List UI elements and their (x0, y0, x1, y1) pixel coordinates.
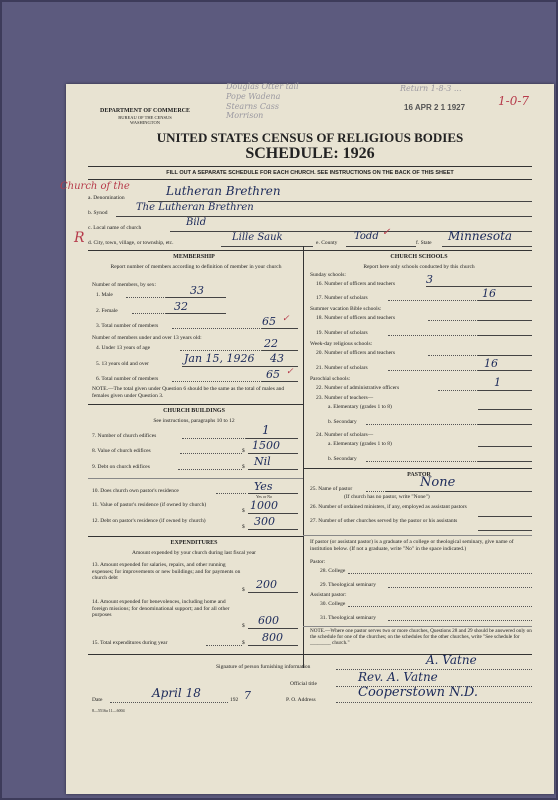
pencil-return-note: Return 1-8-3 ... (400, 84, 462, 93)
city-value: Lille Sauk (232, 232, 283, 243)
q31-label: 31. Theological seminary (320, 615, 376, 621)
q3-value: 65 (262, 315, 276, 328)
q13-value: 200 (256, 578, 277, 591)
q18-line (478, 320, 532, 321)
city-line (221, 246, 313, 247)
q23b-leader (366, 424, 478, 425)
signature-value: A. Vatne (426, 653, 477, 667)
pastor-mid-rule (303, 535, 532, 536)
q8-dollar: $ (242, 448, 245, 454)
q9-dollar: $ (242, 464, 245, 470)
buildings-bottom-rule (88, 536, 303, 537)
q1-label: 1. Male (96, 292, 113, 298)
q13-label: 13. Amount expended for salaries, repairs, and other running expenses; for improvements or new buildings; and for payments on church debt (92, 562, 241, 581)
q10-leader (216, 493, 246, 494)
red-check-q6: ✓ (286, 367, 294, 377)
po-address-line (336, 702, 532, 703)
q10-hint: Yes or No (256, 494, 273, 499)
q21-label: 21. Number of scholars (316, 365, 368, 371)
q28-line (348, 573, 532, 574)
q11-dollar: $ (242, 508, 245, 514)
red-check-county: ✓ (382, 227, 391, 238)
parochial-schools-label: Parochial schools: (310, 376, 351, 382)
q3-leader (172, 328, 262, 329)
q10-label: 10. Does church own pastor's residence (92, 488, 179, 494)
state-value: Minnesota (448, 229, 513, 243)
buildings-mid-rule (88, 478, 303, 479)
q7-label: 7. Number of church edifices (92, 433, 157, 439)
q31-line (388, 620, 532, 621)
q13-dollar: $ (242, 587, 245, 593)
state-label: f. State (416, 240, 432, 246)
date-line (110, 702, 228, 703)
q3-line (262, 328, 298, 329)
q25-value: None (420, 475, 456, 490)
date-label: Date (92, 697, 103, 703)
buildings-heading: CHURCH BUILDINGS (163, 408, 225, 414)
pastor-note: NOTE.—Where one pastor serves two or more churches, Questions 28 and 29 should be answered only on the schedule for one of the churches; on the schedules for the other churches, write "See schedule for ________ church." (310, 628, 532, 646)
pastor-label: Pastor: (310, 559, 326, 565)
date-value: April 18 (152, 686, 201, 700)
pastor-heading: PASTOR (407, 472, 431, 478)
q1-leader (126, 297, 166, 298)
q6-value: 65 (266, 368, 280, 381)
q15-leader (206, 645, 242, 646)
q23a-label: a. Elementary (grades 1 to 8) (328, 404, 392, 410)
department-name: DEPARTMENT OF COMMERCE (99, 108, 190, 114)
expenditures-sub: Amount expended by your church during last fiscal year (131, 550, 257, 556)
q15-label: 15. Total expenditures during year (92, 640, 168, 646)
q25-hint: (If church has no pastor, write "None") (344, 494, 430, 500)
q4-value: 22 (264, 337, 278, 350)
q14-line (248, 628, 298, 629)
members-by-sex-label: Number of members, by sex: (92, 282, 156, 288)
po-address-label: P. O. Address (286, 697, 316, 703)
q24a-label: a. Elementary (grades 1 to 8) (328, 441, 392, 447)
q2-line (166, 313, 226, 314)
membership-bottom-rule (88, 404, 303, 405)
q7-leader (182, 438, 246, 439)
q21-line (478, 370, 532, 371)
q5-value: 43 (270, 352, 284, 365)
q5-line (182, 366, 298, 367)
q11-label: 11. Value of pastor's residence (if owned by church) (92, 502, 207, 508)
q23a-line (478, 409, 532, 410)
q21-leader (388, 370, 478, 371)
q18-leader (428, 320, 478, 321)
q27-label: 27. Number of other churches served by the pastor or his assistants (310, 518, 458, 524)
city-label: d. City, town, village, or township, etc. (88, 240, 174, 246)
q22-leader (438, 390, 478, 391)
q8-label: 8. Value of church edifices (92, 448, 151, 454)
q2-leader (132, 313, 166, 314)
bureau-name: BUREAU OF THE CENSUS (118, 115, 172, 120)
q13-line (248, 592, 298, 593)
q7-value: 1 (262, 423, 270, 437)
q26-label: 26. Number of ordained ministers, if any, employed as assistant pastors (310, 504, 467, 510)
q30-line (348, 606, 532, 607)
q21-value: 16 (484, 357, 498, 370)
q16-label: 16. Number of officers and teachers (316, 281, 396, 287)
q5-label: 5. 13 years old and over (96, 361, 149, 367)
synod-value: The Lutheran Brethren (136, 202, 254, 213)
local-name-label: c. Local name of church (88, 225, 142, 231)
q6-leader (172, 381, 262, 382)
q27-line (478, 530, 532, 531)
membership-heading: MEMBERSHIP (173, 254, 215, 260)
q4-label: 4. Under 13 years of age (96, 345, 151, 351)
membership-intro: Report number of members according to definition of member in your church (110, 264, 282, 270)
q14-dollar: $ (242, 623, 245, 629)
q20-label: 20. Number of officers and teachers (316, 350, 396, 356)
pencil-county-3: Stearns Cass (226, 102, 279, 111)
title-rule-bottom (88, 179, 532, 180)
q12-value: 300 (254, 515, 275, 528)
census-schedule-form (60, 82, 554, 794)
q12-line (248, 529, 298, 530)
red-code-annotation: 1-0-7 (498, 94, 530, 108)
column-divider (303, 246, 304, 668)
date-year-prefix: 192 (230, 697, 239, 703)
q22-line (478, 390, 532, 391)
red-r-mark: R (74, 230, 85, 246)
q4-leader (180, 350, 262, 351)
sunday-schools-label: Sunday schools: (310, 272, 346, 278)
county-line (346, 246, 416, 247)
q22-label: 22. Number of administrative officers (316, 385, 400, 391)
q9-label: 9. Debt on church edifices (92, 464, 150, 470)
membership-note: NOTE.—The total given under Question 6 should be the same as the total of males and females given under Question 3. (92, 386, 285, 399)
q6-label: 6. Total number of members (96, 376, 159, 382)
official-title-label: Official title (290, 681, 317, 687)
q22-value: 1 (494, 376, 501, 389)
expenditures-heading: EXPENDITURES (170, 540, 218, 546)
q29-line (388, 587, 532, 588)
bureau-city: WASHINGTON (130, 120, 160, 125)
q5-date-value: Jan 15, 1926 (184, 352, 255, 365)
q8-leader (180, 453, 242, 454)
graduate-note: If pastor (or assistant pastor) is a graduate of a college or theological seminary, give name of institution below. (If not a graduate, write "No" in the space indicated.) (310, 539, 514, 552)
q28-label: 28. College (320, 568, 346, 574)
q25-leader (366, 491, 386, 492)
q1-value: 33 (190, 284, 204, 297)
q14-value: 600 (258, 614, 279, 627)
q24a-line (478, 446, 532, 447)
q17-value: 16 (482, 287, 496, 300)
q23b-label: b. Secondary (328, 419, 357, 425)
id-bottom-rule (88, 250, 532, 251)
q8-line (248, 453, 298, 454)
pencil-county-2: Pope Wadena (226, 92, 281, 101)
q20-line (478, 355, 532, 356)
q12-label: 12. Debt on pastor's residence (if owned by church) (92, 518, 206, 524)
summer-schools-label: Summer vacation Bible schools: (310, 306, 382, 312)
official-title-value: Rev. A. Vatne (358, 670, 438, 684)
buildings-sub: See instructions, paragraphs 10 to 12 (153, 418, 235, 424)
q2-label: 2. Female (96, 308, 118, 314)
form-title: UNITED STATES CENSUS OF RELIGIOUS BODIES (156, 130, 464, 145)
q24-label: 24. Number of scholars— (316, 432, 374, 438)
local-name-value: Bild (186, 217, 207, 228)
pencil-county-1: Douglas Otter tail (226, 82, 299, 91)
q1-line (166, 297, 226, 298)
received-date-stamp: 16 APR 2 1 1927 (404, 103, 466, 112)
q18-label: 18. Number of officers and teachers (316, 315, 396, 321)
synod-label: b. Synod (88, 210, 108, 216)
denomination-label: a. Denomination (88, 195, 125, 201)
po-address-value: Cooperstown N.D. (358, 685, 478, 700)
q20-leader (428, 355, 478, 356)
q25-line (386, 491, 532, 492)
q19-label: 19. Number of scholars (316, 330, 368, 336)
red-church-of-note: Church of the (60, 181, 130, 192)
pencil-county-4: Morrison (226, 111, 264, 120)
q16-line (426, 286, 532, 287)
denomination-value: Lutheran Brethren (166, 184, 281, 198)
q24b-label: b. Secondary (328, 456, 357, 462)
schools-bottom-rule (303, 468, 532, 469)
q11-value: 1000 (250, 499, 278, 512)
q8-value: 1500 (252, 439, 280, 452)
weekday-schools-label: Week-day religious schools: (310, 341, 373, 347)
state-line (442, 246, 532, 247)
q30-label: 30. College (320, 601, 346, 607)
q25-label: 25. Name of pastor (310, 486, 353, 492)
pastor-note-rule (303, 626, 532, 627)
q9-leader (178, 469, 242, 470)
q2-value: 32 (174, 300, 188, 313)
county-label: e. County (316, 240, 338, 246)
form-instructions: FILL OUT A SEPARATE SCHEDULE FOR EACH CHURCH. SEE INSTRUCTIONS ON THE BACK OF THIS SHEET (166, 170, 454, 176)
q19-line (478, 335, 532, 336)
q24b-line (478, 461, 532, 462)
print-code: 8—5516a 11—6004 (92, 708, 125, 713)
department-header (90, 108, 200, 125)
q15-dollar: $ (242, 640, 245, 646)
q16-value: 3 (426, 273, 433, 286)
members-by-age-label: Number of members under and over 13 years old: (92, 335, 202, 341)
red-check-q3: ✓ (282, 314, 290, 324)
q4-line (262, 350, 298, 351)
q17-leader (388, 300, 478, 301)
q12-dollar: $ (242, 524, 245, 530)
q14-label: 14. Amount expended for benevolences, including home and foreign missions; for denominational support; and for all other purposes (92, 599, 230, 618)
q9-line (248, 469, 298, 470)
date-year-suffix: 7 (244, 689, 251, 702)
q23b-line (478, 424, 532, 425)
synod-line (116, 216, 532, 217)
q26-line (478, 516, 532, 517)
form-schedule: SCHEDULE: 1926 (245, 145, 375, 162)
schools-intro: Report here only schools conducted by this church (363, 264, 475, 270)
q23-label: 23. Number of teachers— (316, 395, 374, 401)
q3-label: 3. Total number of members (96, 323, 159, 329)
q19-leader (388, 335, 478, 336)
q24b-leader (366, 461, 478, 462)
q17-label: 17. Number of scholars (316, 295, 368, 301)
title-rule-top (88, 166, 532, 167)
q29-label: 29. Theological seminary (320, 582, 376, 588)
q10-value: Yes (254, 480, 273, 493)
county-value: Todd (354, 231, 379, 242)
assistant-pastor-label: Assistant pastor: (310, 592, 347, 598)
q15-value: 800 (262, 631, 283, 644)
q6-line (262, 381, 298, 382)
q11-line (248, 513, 298, 514)
signature-label: Signature of person furnishing information (216, 664, 311, 670)
q9-value: Nil (254, 455, 271, 468)
schools-heading: CHURCH SCHOOLS (390, 254, 448, 260)
q17-line (478, 300, 532, 301)
q15-line (248, 645, 298, 646)
